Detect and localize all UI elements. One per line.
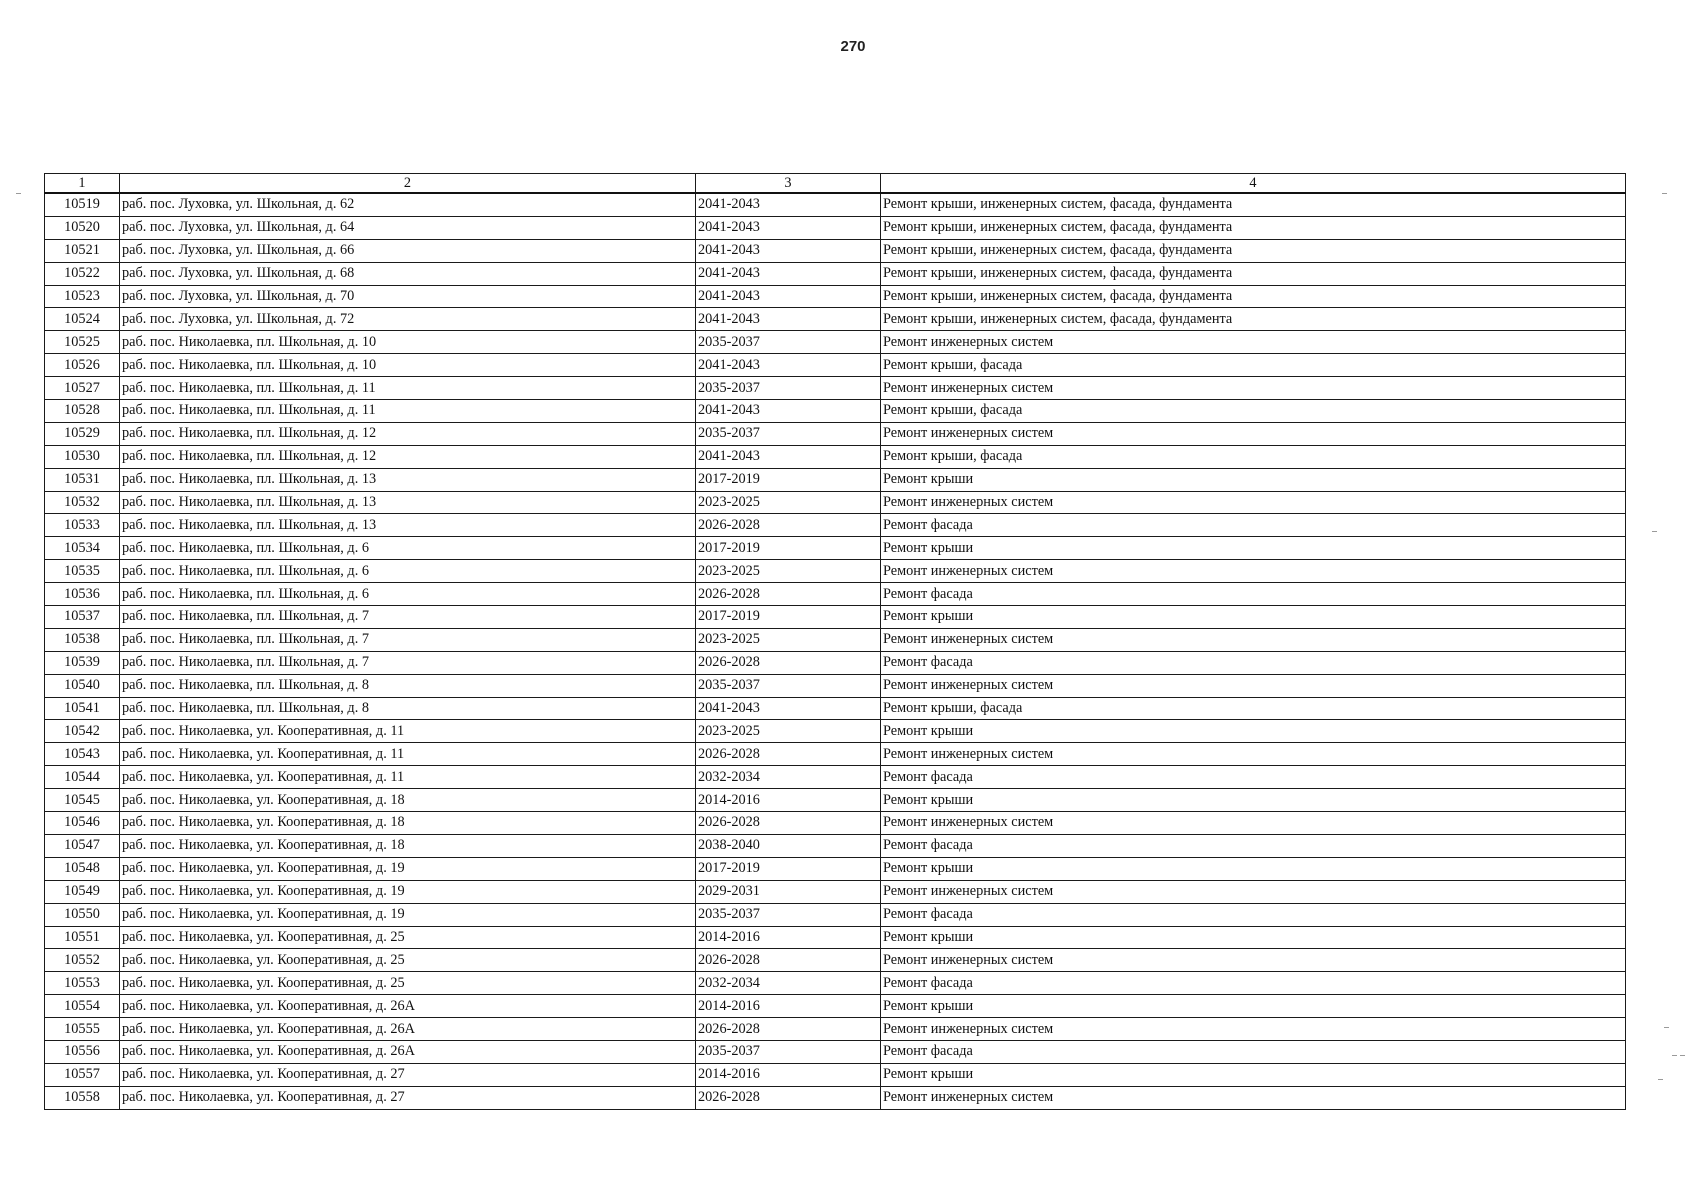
row-number-cell: 10545 (45, 789, 120, 812)
period-cell: 2035-2037 (696, 377, 881, 400)
period-cell: 2014-2016 (696, 789, 881, 812)
column-header-4: 4 (881, 174, 1626, 194)
address-cell: раб. пос. Николаевка, пл. Школьная, д. 12 (120, 422, 696, 445)
row-number-cell: 10535 (45, 560, 120, 583)
address-cell: раб. пос. Николаевка, пл. Школьная, д. 10 (120, 354, 696, 377)
period-cell: 2026-2028 (696, 812, 881, 835)
work-type-cell: Ремонт фасада (881, 972, 1626, 995)
row-number-cell: 10541 (45, 697, 120, 720)
address-cell: раб. пос. Николаевка, ул. Кооперативная, д. 11 (120, 766, 696, 789)
table-row (45, 674, 1626, 697)
table-row (45, 1018, 1626, 1041)
period-cell: 2035-2037 (696, 1040, 881, 1063)
address-cell: раб. пос. Николаевка, пл. Школьная, д. 13 (120, 514, 696, 537)
address-cell: раб. пос. Николаевка, ул. Кооперативная, д. 19 (120, 903, 696, 926)
address-cell: раб. пос. Луховка, ул. Школьная, д. 62 (120, 193, 696, 216)
work-type-cell: Ремонт фасада (881, 514, 1626, 537)
period-cell: 2017-2019 (696, 468, 881, 491)
work-type-cell: Ремонт крыши (881, 789, 1626, 812)
period-cell: 2041-2043 (696, 216, 881, 239)
work-type-cell: Ремонт крыши (881, 857, 1626, 880)
table-row (45, 651, 1626, 674)
work-type-cell: Ремонт крыши, инженерных систем, фасада, фундамента (881, 239, 1626, 262)
address-cell: раб. пос. Николаевка, пл. Школьная, д. 6 (120, 583, 696, 606)
row-number-cell: 10556 (45, 1040, 120, 1063)
period-cell: 2032-2034 (696, 766, 881, 789)
work-type-cell: Ремонт фасада (881, 583, 1626, 606)
address-cell: раб. пос. Николаевка, пл. Школьная, д. 13 (120, 491, 696, 514)
address-cell: раб. пос. Николаевка, ул. Кооперативная, д. 26А (120, 1018, 696, 1041)
row-number-cell: 10533 (45, 514, 120, 537)
work-type-cell: Ремонт крыши (881, 995, 1626, 1018)
work-type-cell: Ремонт крыши (881, 720, 1626, 743)
table-row (45, 377, 1626, 400)
period-cell: 2023-2025 (696, 628, 881, 651)
table-row (45, 331, 1626, 354)
address-cell: раб. пос. Николаевка, пл. Школьная, д. 8 (120, 697, 696, 720)
work-type-cell: Ремонт инженерных систем (881, 491, 1626, 514)
row-number-cell: 10531 (45, 468, 120, 491)
address-cell: раб. пос. Николаевка, ул. Кооперативная, д. 26А (120, 995, 696, 1018)
period-cell: 2041-2043 (696, 400, 881, 423)
row-number-cell: 10521 (45, 239, 120, 262)
work-type-cell: Ремонт крыши, фасада (881, 354, 1626, 377)
row-number-cell: 10558 (45, 1086, 120, 1109)
scan-speck (1652, 531, 1657, 532)
period-cell: 2026-2028 (696, 651, 881, 674)
work-type-cell: Ремонт инженерных систем (881, 1086, 1626, 1109)
address-cell: раб. пос. Николаевка, ул. Кооперативная, д. 11 (120, 720, 696, 743)
row-number-cell: 10549 (45, 880, 120, 903)
address-cell: раб. пос. Луховка, ул. Школьная, д. 68 (120, 262, 696, 285)
period-cell: 2026-2028 (696, 743, 881, 766)
address-cell: раб. пос. Николаевка, ул. Кооперативная, д. 25 (120, 972, 696, 995)
table-row (45, 606, 1626, 629)
table-row (45, 857, 1626, 880)
table-row (45, 834, 1626, 857)
row-number-cell: 10534 (45, 537, 120, 560)
period-cell: 2041-2043 (696, 262, 881, 285)
period-cell: 2032-2034 (696, 972, 881, 995)
address-cell: раб. пос. Николаевка, пл. Школьная, д. 6 (120, 537, 696, 560)
table-row (45, 949, 1626, 972)
table-row (45, 400, 1626, 423)
period-cell: 2041-2043 (696, 354, 881, 377)
period-cell: 2026-2028 (696, 949, 881, 972)
period-cell: 2014-2016 (696, 926, 881, 949)
row-number-cell: 10528 (45, 400, 120, 423)
address-cell: раб. пос. Николаевка, ул. Кооперативная, д. 19 (120, 857, 696, 880)
work-type-cell: Ремонт крыши (881, 468, 1626, 491)
table-row (45, 560, 1626, 583)
table-row (45, 583, 1626, 606)
period-cell: 2014-2016 (696, 995, 881, 1018)
table-row (45, 354, 1626, 377)
work-type-cell: Ремонт фасада (881, 834, 1626, 857)
table-row (45, 743, 1626, 766)
address-cell: раб. пос. Николаевка, ул. Кооперативная, д. 19 (120, 880, 696, 903)
row-number-cell: 10527 (45, 377, 120, 400)
period-cell: 2017-2019 (696, 537, 881, 560)
table-row (45, 1086, 1626, 1109)
row-number-cell: 10557 (45, 1063, 120, 1086)
period-cell: 2041-2043 (696, 285, 881, 308)
table-row (45, 491, 1626, 514)
address-cell: раб. пос. Луховка, ул. Школьная, д. 70 (120, 285, 696, 308)
table-row (45, 1063, 1626, 1086)
table-row (45, 239, 1626, 262)
address-cell: раб. пос. Николаевка, пл. Школьная, д. 7 (120, 651, 696, 674)
address-cell: раб. пос. Николаевка, ул. Кооперативная, д. 26А (120, 1040, 696, 1063)
period-cell: 2026-2028 (696, 1018, 881, 1041)
table-row (45, 972, 1626, 995)
work-type-cell: Ремонт инженерных систем (881, 560, 1626, 583)
period-cell: 2014-2016 (696, 1063, 881, 1086)
period-cell: 2026-2028 (696, 1086, 881, 1109)
address-cell: раб. пос. Николаевка, пл. Школьная, д. 7 (120, 606, 696, 629)
period-cell: 2029-2031 (696, 880, 881, 903)
table-row (45, 445, 1626, 468)
row-number-cell: 10529 (45, 422, 120, 445)
row-number-cell: 10547 (45, 834, 120, 857)
table-row (45, 308, 1626, 331)
table-row (45, 903, 1626, 926)
row-number-cell: 10548 (45, 857, 120, 880)
row-number-cell: 10546 (45, 812, 120, 835)
work-type-cell: Ремонт фасада (881, 903, 1626, 926)
work-type-cell: Ремонт инженерных систем (881, 1018, 1626, 1041)
work-type-cell: Ремонт крыши (881, 1063, 1626, 1086)
address-cell: раб. пос. Николаевка, ул. Кооперативная, д. 27 (120, 1063, 696, 1086)
work-type-cell: Ремонт инженерных систем (881, 628, 1626, 651)
period-cell: 2017-2019 (696, 857, 881, 880)
table-row (45, 422, 1626, 445)
work-type-cell: Ремонт инженерных систем (881, 331, 1626, 354)
scan-speck (16, 193, 21, 194)
work-type-cell: Ремонт крыши, фасада (881, 400, 1626, 423)
row-number-cell: 10540 (45, 674, 120, 697)
work-type-cell: Ремонт крыши, инженерных систем, фасада, фундамента (881, 285, 1626, 308)
scan-speck (1664, 1027, 1669, 1028)
period-cell: 2023-2025 (696, 560, 881, 583)
address-cell: раб. пос. Луховка, ул. Школьная, д. 72 (120, 308, 696, 331)
row-number-cell: 10550 (45, 903, 120, 926)
address-cell: раб. пос. Николаевка, ул. Кооперативная, д. 18 (120, 812, 696, 835)
work-type-cell: Ремонт инженерных систем (881, 949, 1626, 972)
work-type-cell: Ремонт крыши, инженерных систем, фасада, фундамента (881, 262, 1626, 285)
period-cell: 2035-2037 (696, 422, 881, 445)
period-cell: 2041-2043 (696, 308, 881, 331)
row-number-cell: 10539 (45, 651, 120, 674)
row-number-cell: 10537 (45, 606, 120, 629)
address-cell: раб. пос. Николаевка, ул. Кооперативная, д. 25 (120, 949, 696, 972)
table-row (45, 628, 1626, 651)
row-number-cell: 10536 (45, 583, 120, 606)
table-row (45, 216, 1626, 239)
address-cell: раб. пос. Николаевка, пл. Школьная, д. 13 (120, 468, 696, 491)
table-row (45, 262, 1626, 285)
row-number-cell: 10526 (45, 354, 120, 377)
address-cell: раб. пос. Николаевка, пл. Школьная, д. 7 (120, 628, 696, 651)
row-number-cell: 10543 (45, 743, 120, 766)
work-type-cell: Ремонт инженерных систем (881, 880, 1626, 903)
period-cell: 2023-2025 (696, 491, 881, 514)
table-row (45, 766, 1626, 789)
work-type-cell: Ремонт крыши (881, 926, 1626, 949)
scan-speck (1658, 1079, 1663, 1080)
row-number-cell: 10551 (45, 926, 120, 949)
work-type-cell: Ремонт крыши, инженерных систем, фасада, фундамента (881, 216, 1626, 239)
scan-speck (1672, 1055, 1677, 1056)
row-number-cell: 10554 (45, 995, 120, 1018)
period-cell: 2017-2019 (696, 606, 881, 629)
work-type-cell: Ремонт инженерных систем (881, 743, 1626, 766)
address-cell: раб. пос. Николаевка, пл. Школьная, д. 12 (120, 445, 696, 468)
table-row (45, 193, 1626, 216)
address-cell: раб. пос. Николаевка, пл. Школьная, д. 6 (120, 560, 696, 583)
repair-schedule-table (44, 173, 1626, 1110)
table-row (45, 812, 1626, 835)
address-cell: раб. пос. Николаевка, пл. Школьная, д. 11 (120, 400, 696, 423)
table-row (45, 537, 1626, 560)
row-number-cell: 10532 (45, 491, 120, 514)
row-number-cell: 10538 (45, 628, 120, 651)
row-number-cell: 10542 (45, 720, 120, 743)
table-row (45, 926, 1626, 949)
work-type-cell: Ремонт фасада (881, 1040, 1626, 1063)
period-cell: 2041-2043 (696, 445, 881, 468)
work-type-cell: Ремонт крыши, инженерных систем, фасада, фундамента (881, 308, 1626, 331)
period-cell: 2035-2037 (696, 903, 881, 926)
row-number-cell: 10555 (45, 1018, 120, 1041)
period-cell: 2041-2043 (696, 239, 881, 262)
row-number-cell: 10523 (45, 285, 120, 308)
work-type-cell: Ремонт инженерных систем (881, 812, 1626, 835)
address-cell: раб. пос. Николаевка, ул. Кооперативная, д. 27 (120, 1086, 696, 1109)
table-row (45, 468, 1626, 491)
address-cell: раб. пос. Николаевка, пл. Школьная, д. 11 (120, 377, 696, 400)
table-row (45, 995, 1626, 1018)
table-row (45, 789, 1626, 812)
work-type-cell: Ремонт инженерных систем (881, 674, 1626, 697)
address-cell: раб. пос. Луховка, ул. Школьная, д. 64 (120, 216, 696, 239)
table-body (45, 193, 1626, 1109)
address-cell: раб. пос. Николаевка, пл. Школьная, д. 10 (120, 331, 696, 354)
work-type-cell: Ремонт крыши, фасада (881, 697, 1626, 720)
address-cell: раб. пос. Николаевка, пл. Школьная, д. 8 (120, 674, 696, 697)
table-row (45, 697, 1626, 720)
period-cell: 2041-2043 (696, 697, 881, 720)
column-header-1: 1 (45, 174, 120, 194)
row-number-cell: 10553 (45, 972, 120, 995)
row-number-cell: 10530 (45, 445, 120, 468)
table-row (45, 1040, 1626, 1063)
work-type-cell: Ремонт фасада (881, 651, 1626, 674)
work-type-cell: Ремонт крыши (881, 537, 1626, 560)
work-type-cell: Ремонт фасада (881, 766, 1626, 789)
column-number-header-row (45, 174, 1626, 194)
row-number-cell: 10544 (45, 766, 120, 789)
work-type-cell: Ремонт крыши, фасада (881, 445, 1626, 468)
period-cell: 2026-2028 (696, 583, 881, 606)
work-type-cell: Ремонт крыши, инженерных систем, фасада, фундамента (881, 193, 1626, 216)
period-cell: 2023-2025 (696, 720, 881, 743)
row-number-cell: 10525 (45, 331, 120, 354)
address-cell: раб. пос. Николаевка, ул. Кооперативная, д. 18 (120, 789, 696, 812)
address-cell: раб. пос. Луховка, ул. Школьная, д. 66 (120, 239, 696, 262)
address-cell: раб. пос. Николаевка, ул. Кооперативная, д. 11 (120, 743, 696, 766)
row-number-cell: 10520 (45, 216, 120, 239)
period-cell: 2035-2037 (696, 674, 881, 697)
table-row (45, 285, 1626, 308)
work-type-cell: Ремонт крыши (881, 606, 1626, 629)
scan-speck (1662, 193, 1667, 194)
column-header-3: 3 (696, 174, 881, 194)
row-number-cell: 10524 (45, 308, 120, 331)
scan-speck (1680, 1055, 1685, 1056)
period-cell: 2026-2028 (696, 514, 881, 537)
row-number-cell: 10552 (45, 949, 120, 972)
column-header-2: 2 (120, 174, 696, 194)
page-number: 270 (840, 38, 866, 55)
table-row (45, 880, 1626, 903)
table-row (45, 720, 1626, 743)
work-type-cell: Ремонт инженерных систем (881, 422, 1626, 445)
row-number-cell: 10522 (45, 262, 120, 285)
table-row (45, 514, 1626, 537)
row-number-cell: 10519 (45, 193, 120, 216)
period-cell: 2038-2040 (696, 834, 881, 857)
work-type-cell: Ремонт инженерных систем (881, 377, 1626, 400)
period-cell: 2041-2043 (696, 193, 881, 216)
address-cell: раб. пос. Николаевка, ул. Кооперативная, д. 18 (120, 834, 696, 857)
address-cell: раб. пос. Николаевка, ул. Кооперативная, д. 25 (120, 926, 696, 949)
period-cell: 2035-2037 (696, 331, 881, 354)
